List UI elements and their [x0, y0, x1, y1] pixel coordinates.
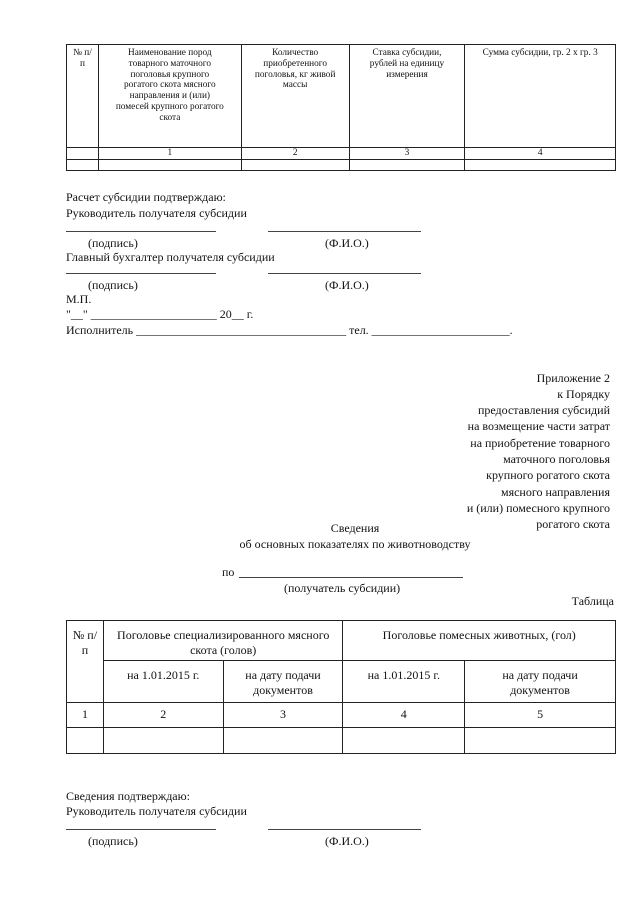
signature-caption: (подпись) — [88, 278, 138, 292]
fio-caption: (Ф.И.О.) — [325, 834, 369, 848]
t2-sub-header: на дату подачи документов — [465, 661, 616, 703]
t2-cell[interactable] — [343, 728, 465, 754]
appendix-line: и (или) помесного крупного — [466, 501, 610, 515]
t1-colnum: 2 — [241, 148, 349, 160]
signature-caption: (подпись) — [88, 236, 138, 250]
signature-caption: (подпись) — [88, 834, 138, 848]
appendix-line: предоставления субсидий — [477, 403, 610, 417]
t1-colnum: 3 — [349, 148, 465, 160]
t1-cell[interactable] — [465, 160, 616, 171]
executor-line[interactable]: Исполнитель ___________________________________ тел. _______________________. — [66, 323, 513, 337]
t2-cell[interactable] — [103, 728, 223, 754]
t2-cell[interactable] — [67, 728, 104, 754]
recipient-caption: (получатель субсидии) — [284, 581, 401, 595]
doc-title: Сведения — [330, 521, 380, 535]
t2-colnum: 2 — [103, 703, 223, 728]
t2-cell[interactable] — [465, 728, 616, 754]
fio-line[interactable] — [268, 829, 421, 830]
t1-colnum: 4 — [465, 148, 616, 160]
t1-header-sum: Сумма субсидии, гр. 2 х гр. 3 — [465, 45, 616, 148]
signature-line[interactable] — [66, 273, 216, 274]
doc-subtitle: об основных показателях по животноводству — [239, 537, 471, 551]
appendix-line: крупного рогатого скота — [486, 468, 610, 482]
t1-cell[interactable] — [349, 160, 465, 171]
appendix-line: мясного направления — [500, 485, 610, 499]
head-label: Руководитель получателя субсидии — [66, 804, 247, 818]
appendix-line: Приложение 2 — [536, 371, 610, 385]
date-line[interactable]: "__" _____________________ 20__ г. — [66, 307, 254, 321]
signature-line[interactable] — [66, 829, 216, 830]
t2-header-group2: Поголовье помесных животных, (гол) — [343, 621, 616, 661]
fio-line[interactable] — [268, 231, 421, 232]
fio-caption: (Ф.И.О.) — [325, 236, 369, 250]
t1-header-quantity: Количество приобретенного поголовья, кг живой массы — [241, 45, 349, 148]
t1-header-breed: Наименование пород товарного маточного поголовья крупного рогатого скота мясного направления и (или) помесей крупного рогатого скота — [98, 45, 241, 148]
t1-cell[interactable] — [98, 160, 241, 171]
t1-header-num: № п/п — [67, 45, 99, 148]
appendix-line: к Порядку — [557, 387, 610, 401]
appendix-line: маточного поголовья — [503, 452, 610, 466]
appendix-line: рогатого скота — [536, 517, 610, 531]
signature-line[interactable] — [66, 231, 216, 232]
t1-cell[interactable] — [241, 160, 349, 171]
t1-cell[interactable] — [67, 160, 99, 171]
confirm-info-text: Сведения подтверждаю: — [66, 789, 190, 803]
t1-colnum: 1 — [98, 148, 241, 160]
fio-line[interactable] — [268, 273, 421, 274]
fio-caption: (Ф.И.О.) — [325, 278, 369, 292]
t2-sub-header: на 1.01.2015 г. — [103, 661, 223, 703]
subsidy-calc-table — [66, 44, 616, 171]
t2-colnum: 4 — [343, 703, 465, 728]
po-label: по — [222, 565, 235, 579]
table-label: Таблица — [571, 594, 614, 608]
recipient-line[interactable] — [239, 577, 463, 578]
t2-colnum: 5 — [465, 703, 616, 728]
livestock-indicators-table — [66, 620, 616, 754]
t2-colnum: 1 — [67, 703, 104, 728]
t2-cell[interactable] — [223, 728, 343, 754]
head-label: Руководитель получателя субсидии — [66, 206, 247, 220]
t2-colnum: 3 — [223, 703, 343, 728]
t2-sub-header: на дату подачи документов — [223, 661, 343, 703]
confirm-calc-text: Расчет субсидии подтверждаю: — [66, 190, 226, 204]
t2-sub-header: на 1.01.2015 г. — [343, 661, 465, 703]
t2-header-group1: Поголовье специализированного мясного скота (голов) — [103, 621, 343, 661]
t2-header-num: № п/п — [67, 621, 104, 703]
accountant-label: Главный бухгалтер получателя субсидии — [66, 250, 275, 264]
appendix-line: на возмещение части затрат — [467, 419, 610, 433]
seal-label: М.П. — [66, 292, 92, 306]
t1-header-rate: Ставка субсидии, рублей на единицу измерения — [349, 45, 465, 148]
t1-num-blank — [67, 148, 99, 160]
appendix-line: на приобретение товарного — [470, 436, 610, 450]
